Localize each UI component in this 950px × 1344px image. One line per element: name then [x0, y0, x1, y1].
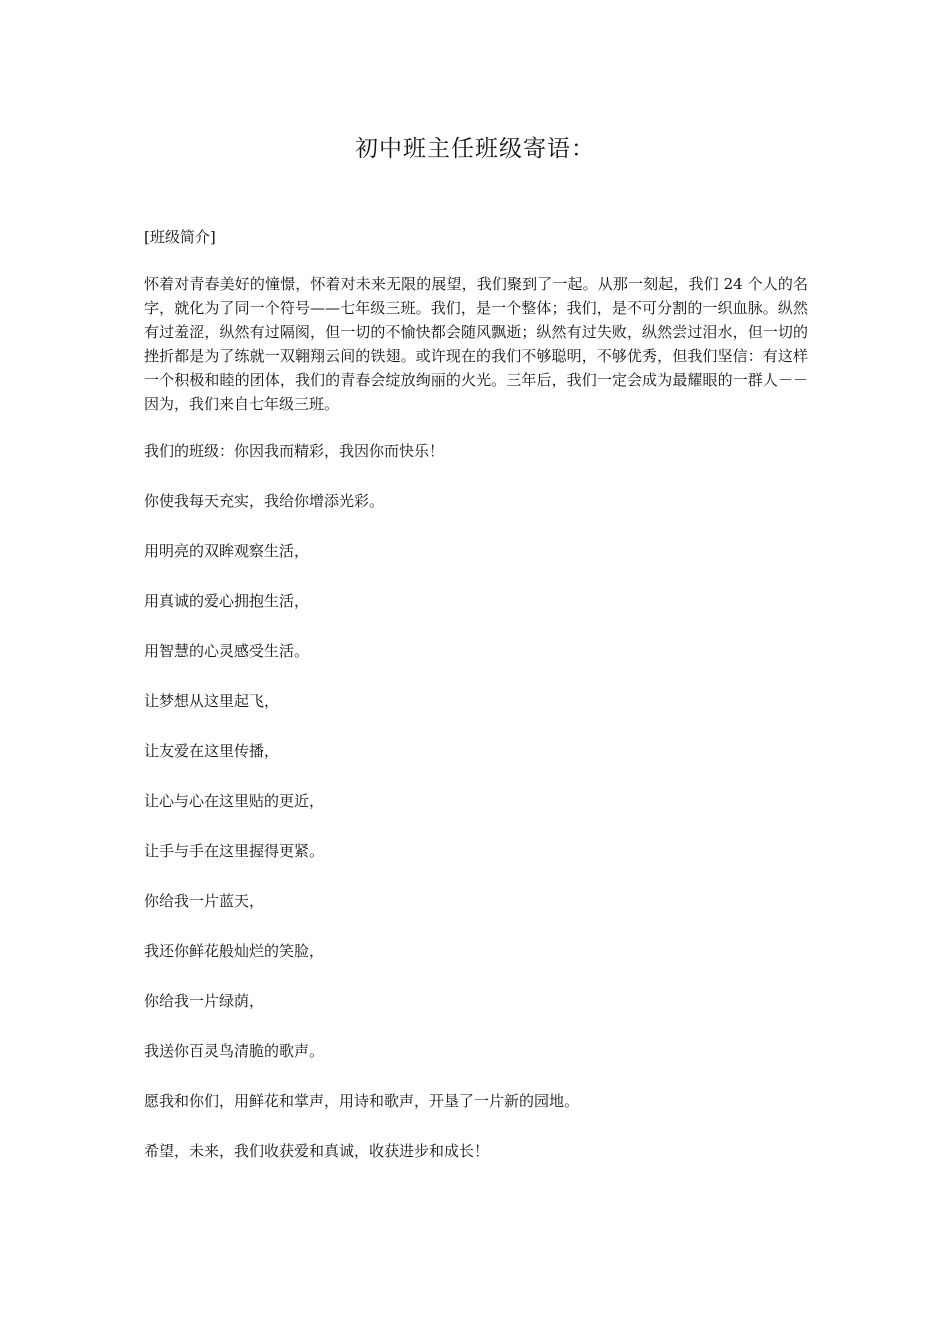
document-body — [144, 226, 808, 1190]
body-line: 你使我每天充实，我给你增添光彩。 — [144, 492, 385, 510]
body-line: 用明亮的双眸观察生活， — [144, 542, 310, 560]
intro-paragraph: 怀着对青春美好的憧憬，怀着对未来无限的展望，我们聚到了一起。从那一刻起，我们 24 个人的名字，就化为了同一个符号——七年级三班。我们，是一个整体；我们，是不可分割的一织血脉。纵然有过羞涩，纵然有过隔阂，但一切的不愉快都会随风飘逝；纵然有过失败，纵然尝过泪水，但一切的挫折都是为了练就一双翱翔云间的铁翅。或许现在的我们不够聪明，不够优秀，但我们坚信：有这样一个积极和睦的团体，我们的青春会绽放绚丽的火光。三年后，我们一定会成为最耀眼的一群人－－因为，我们来自七年级三班。 — [144, 275, 808, 413]
body-line: 让梦想从这里起飞， — [144, 692, 280, 710]
section-label: [班级简介] — [144, 228, 216, 246]
body-line: 用智慧的心灵感受生活。 — [144, 642, 310, 660]
body-line: 你给我一片绿荫， — [144, 992, 265, 1010]
body-line: 让心与心在这里贴的更近， — [144, 792, 325, 810]
body-line: 你给我一片蓝天， — [144, 892, 265, 910]
body-line: 让手与手在这里握得更紧。 — [144, 842, 325, 860]
body-line: 我们的班级：你因我而精彩，我因你而快乐！ — [144, 442, 445, 460]
body-line: 希望，未来，我们收获爱和真诚，收获进步和成长！ — [144, 1142, 490, 1160]
body-line: 我送你百灵鸟清脆的歌声。 — [144, 1042, 325, 1060]
body-line: 用真诚的爱心拥抱生活， — [144, 592, 310, 610]
body-line: 我还你鲜花般灿烂的笑脸， — [144, 942, 325, 960]
document-title: 初中班主任班级寄语： — [355, 136, 595, 162]
body-line: 让友爱在这里传播， — [144, 742, 280, 760]
body-line: 愿我和你们，用鲜花和掌声，用诗和歌声，开垦了一片新的园地。 — [144, 1092, 580, 1110]
